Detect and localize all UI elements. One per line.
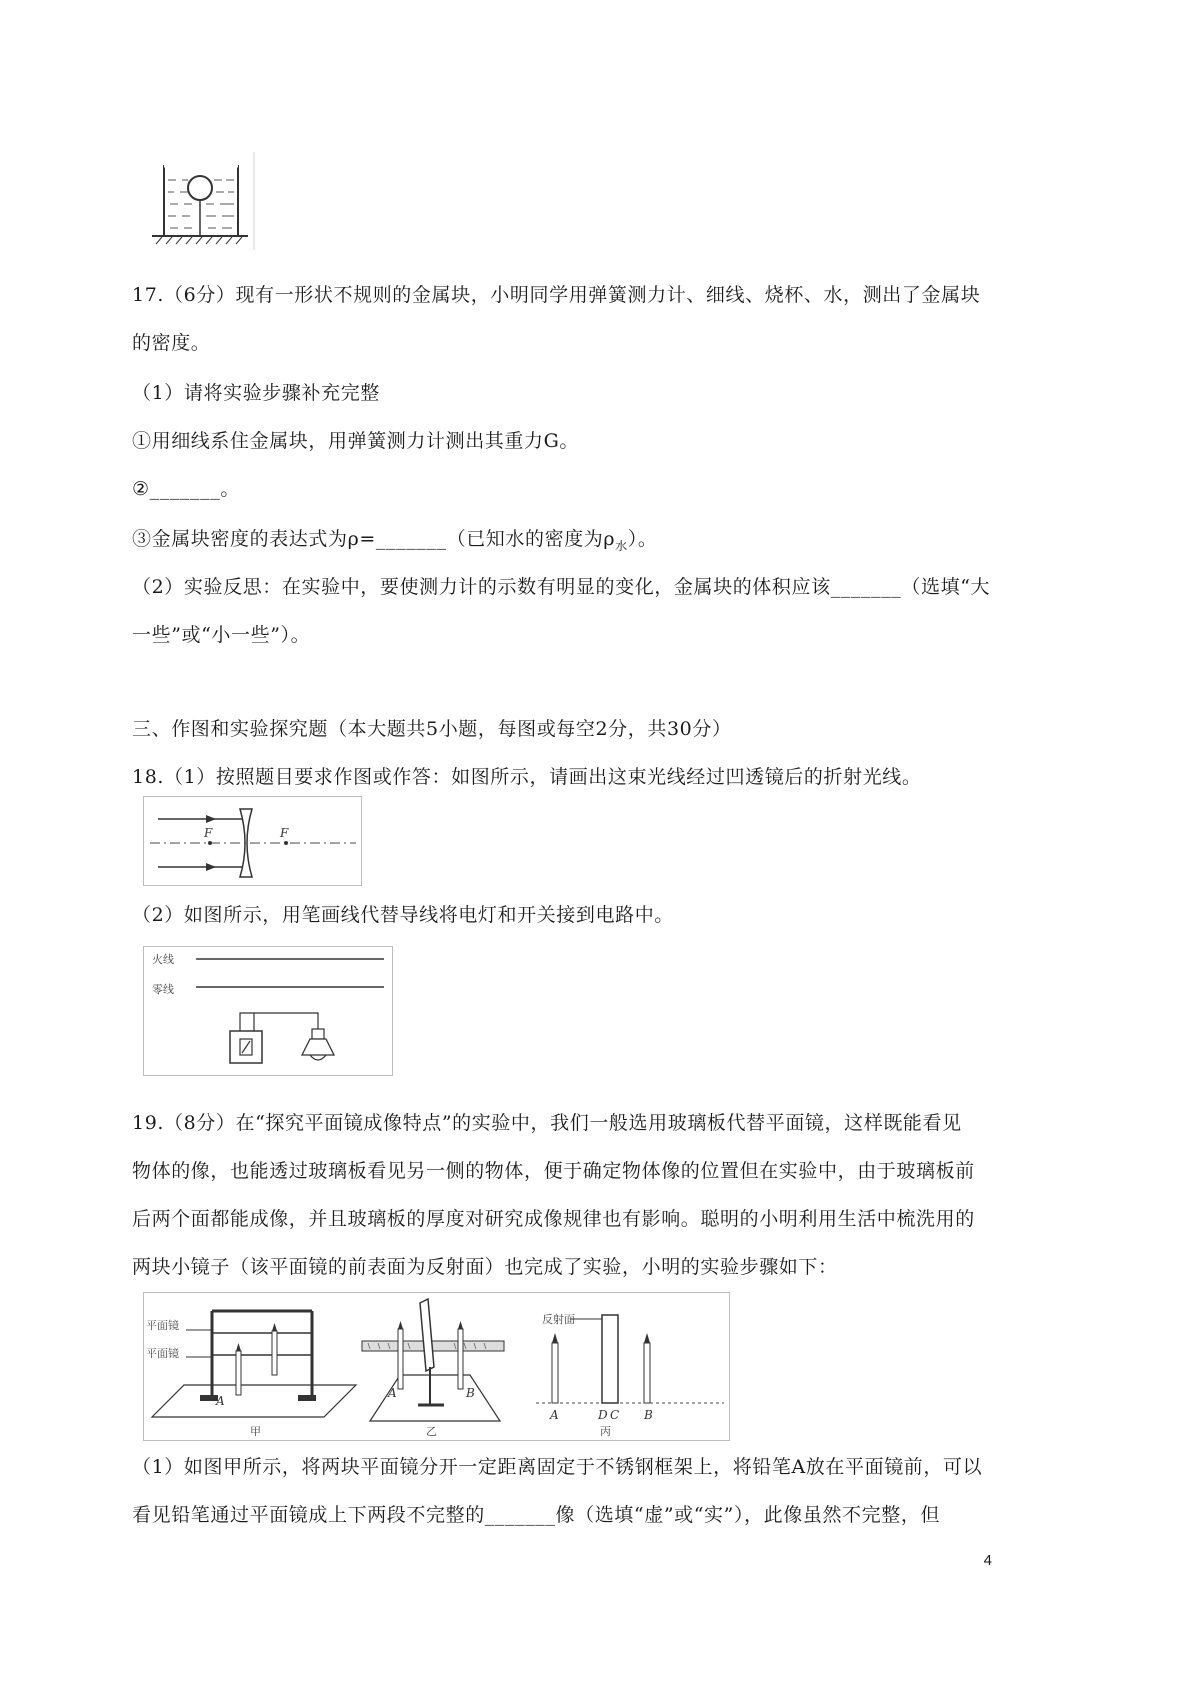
q19-stem-line3: 后两个面都能成像，并且玻璃板的厚度对研究成像规律也有影响。聪明的小明利用生活中梳洗用的 <box>132 1208 975 1230</box>
beaker-ball-figure <box>144 152 256 250</box>
yi-point-a: A <box>388 1386 397 1400</box>
q18-part1: 18.（1）按照题目要求作图或作答：如图所示，请画出这束光线经过凹透镜后的折射光线。 <box>132 766 922 788</box>
q19-stem-line2: 物体的像，也能透过玻璃板看见另一侧的物体，便于确定物体像的位置但在实验中，由于玻璃板前 <box>132 1160 975 1182</box>
q17-step3 <box>132 526 657 559</box>
circuit-figure <box>143 946 393 1076</box>
jia-caption: 甲 <box>250 1425 261 1438</box>
q19-part1-line2: 看见铅笔通过平面镜成上下两段不完整的_______像（选填“虚”或“实”），此像虽然不完整，但 <box>132 1504 941 1526</box>
q19-stem-line1: 19.（8分）在“探究平面镜成像特点”的实验中，我们一般选用玻璃板代替平面镜，这样既能看见 <box>132 1112 962 1134</box>
bing-point-c: C <box>610 1408 620 1422</box>
q17-stem-line1: 17.（6分）现有一形状不规则的金属块，小明同学用弹簧测力计、细线、烧杯、水，测出了金属块 <box>132 284 981 306</box>
concave-lens-figure <box>143 796 362 886</box>
q17-part2-line2: 一些”或“小一些”）。 <box>132 624 311 646</box>
q17-step3-sub: 水 <box>615 538 628 553</box>
lens-focus-left: F <box>204 826 213 840</box>
figure-jia <box>146 1311 356 1438</box>
q19-part1-line1: （1）如图甲所示，将两块平面镜分开一定距离固定于不锈钢框架上，将铅笔A放在平面镜前，可以 <box>132 1456 983 1478</box>
jia-mirror-label-2: 平面镜 <box>146 1347 179 1360</box>
figure-bing <box>536 1312 724 1438</box>
bing-caption: 丙 <box>600 1425 611 1438</box>
bing-reflect-label: 反射面 <box>542 1313 575 1326</box>
section3-heading: 三、作图和实验探究题（本大题共5小题，每图或每空2分，共30分） <box>132 718 732 740</box>
q19-stem-line4: 两块小镜子（该平面镜的前表面为反射面）也完成了实验，小明的实验步骤如下： <box>132 1256 838 1278</box>
bing-point-b: B <box>644 1408 653 1422</box>
jia-point-a: A <box>216 1394 225 1408</box>
page-number: 4 <box>983 1552 992 1569</box>
figure-yi <box>362 1299 504 1438</box>
neutral-wire-label: 零线 <box>152 983 174 996</box>
q18-part2: （2）如图所示，用笔画线代替导线将电灯和开关接到电路中。 <box>132 904 674 926</box>
bing-point-d: D <box>598 1408 608 1422</box>
q17-part2-line1: （2）实验反思：在实验中，要使测力计的示数有明显的变化，金属块的体积应该_______（选填“大 <box>132 576 991 598</box>
mirror-experiment-figure <box>143 1292 730 1441</box>
q17-step3-end: ）。 <box>627 528 658 550</box>
q17-stem-line2: 的密度。 <box>132 332 211 354</box>
jia-mirror-label-1: 平面镜 <box>146 1319 179 1332</box>
live-wire-label: 火线 <box>152 953 174 966</box>
lens-focus-right: F <box>280 826 289 840</box>
q17-step3-text: ③金属块密度的表达式为ρ=_______（已知水的密度为ρ <box>132 528 616 550</box>
q17-part1-title: （1）请将实验步骤补充完整 <box>132 382 380 404</box>
yi-caption: 乙 <box>426 1425 437 1438</box>
yi-point-b: B <box>466 1386 475 1400</box>
bing-point-a: A <box>550 1408 559 1422</box>
q17-step2: ②_______。 <box>132 478 240 500</box>
q17-step1: ①用细线系住金属块，用弹簧测力计测出其重力G。 <box>132 430 579 452</box>
